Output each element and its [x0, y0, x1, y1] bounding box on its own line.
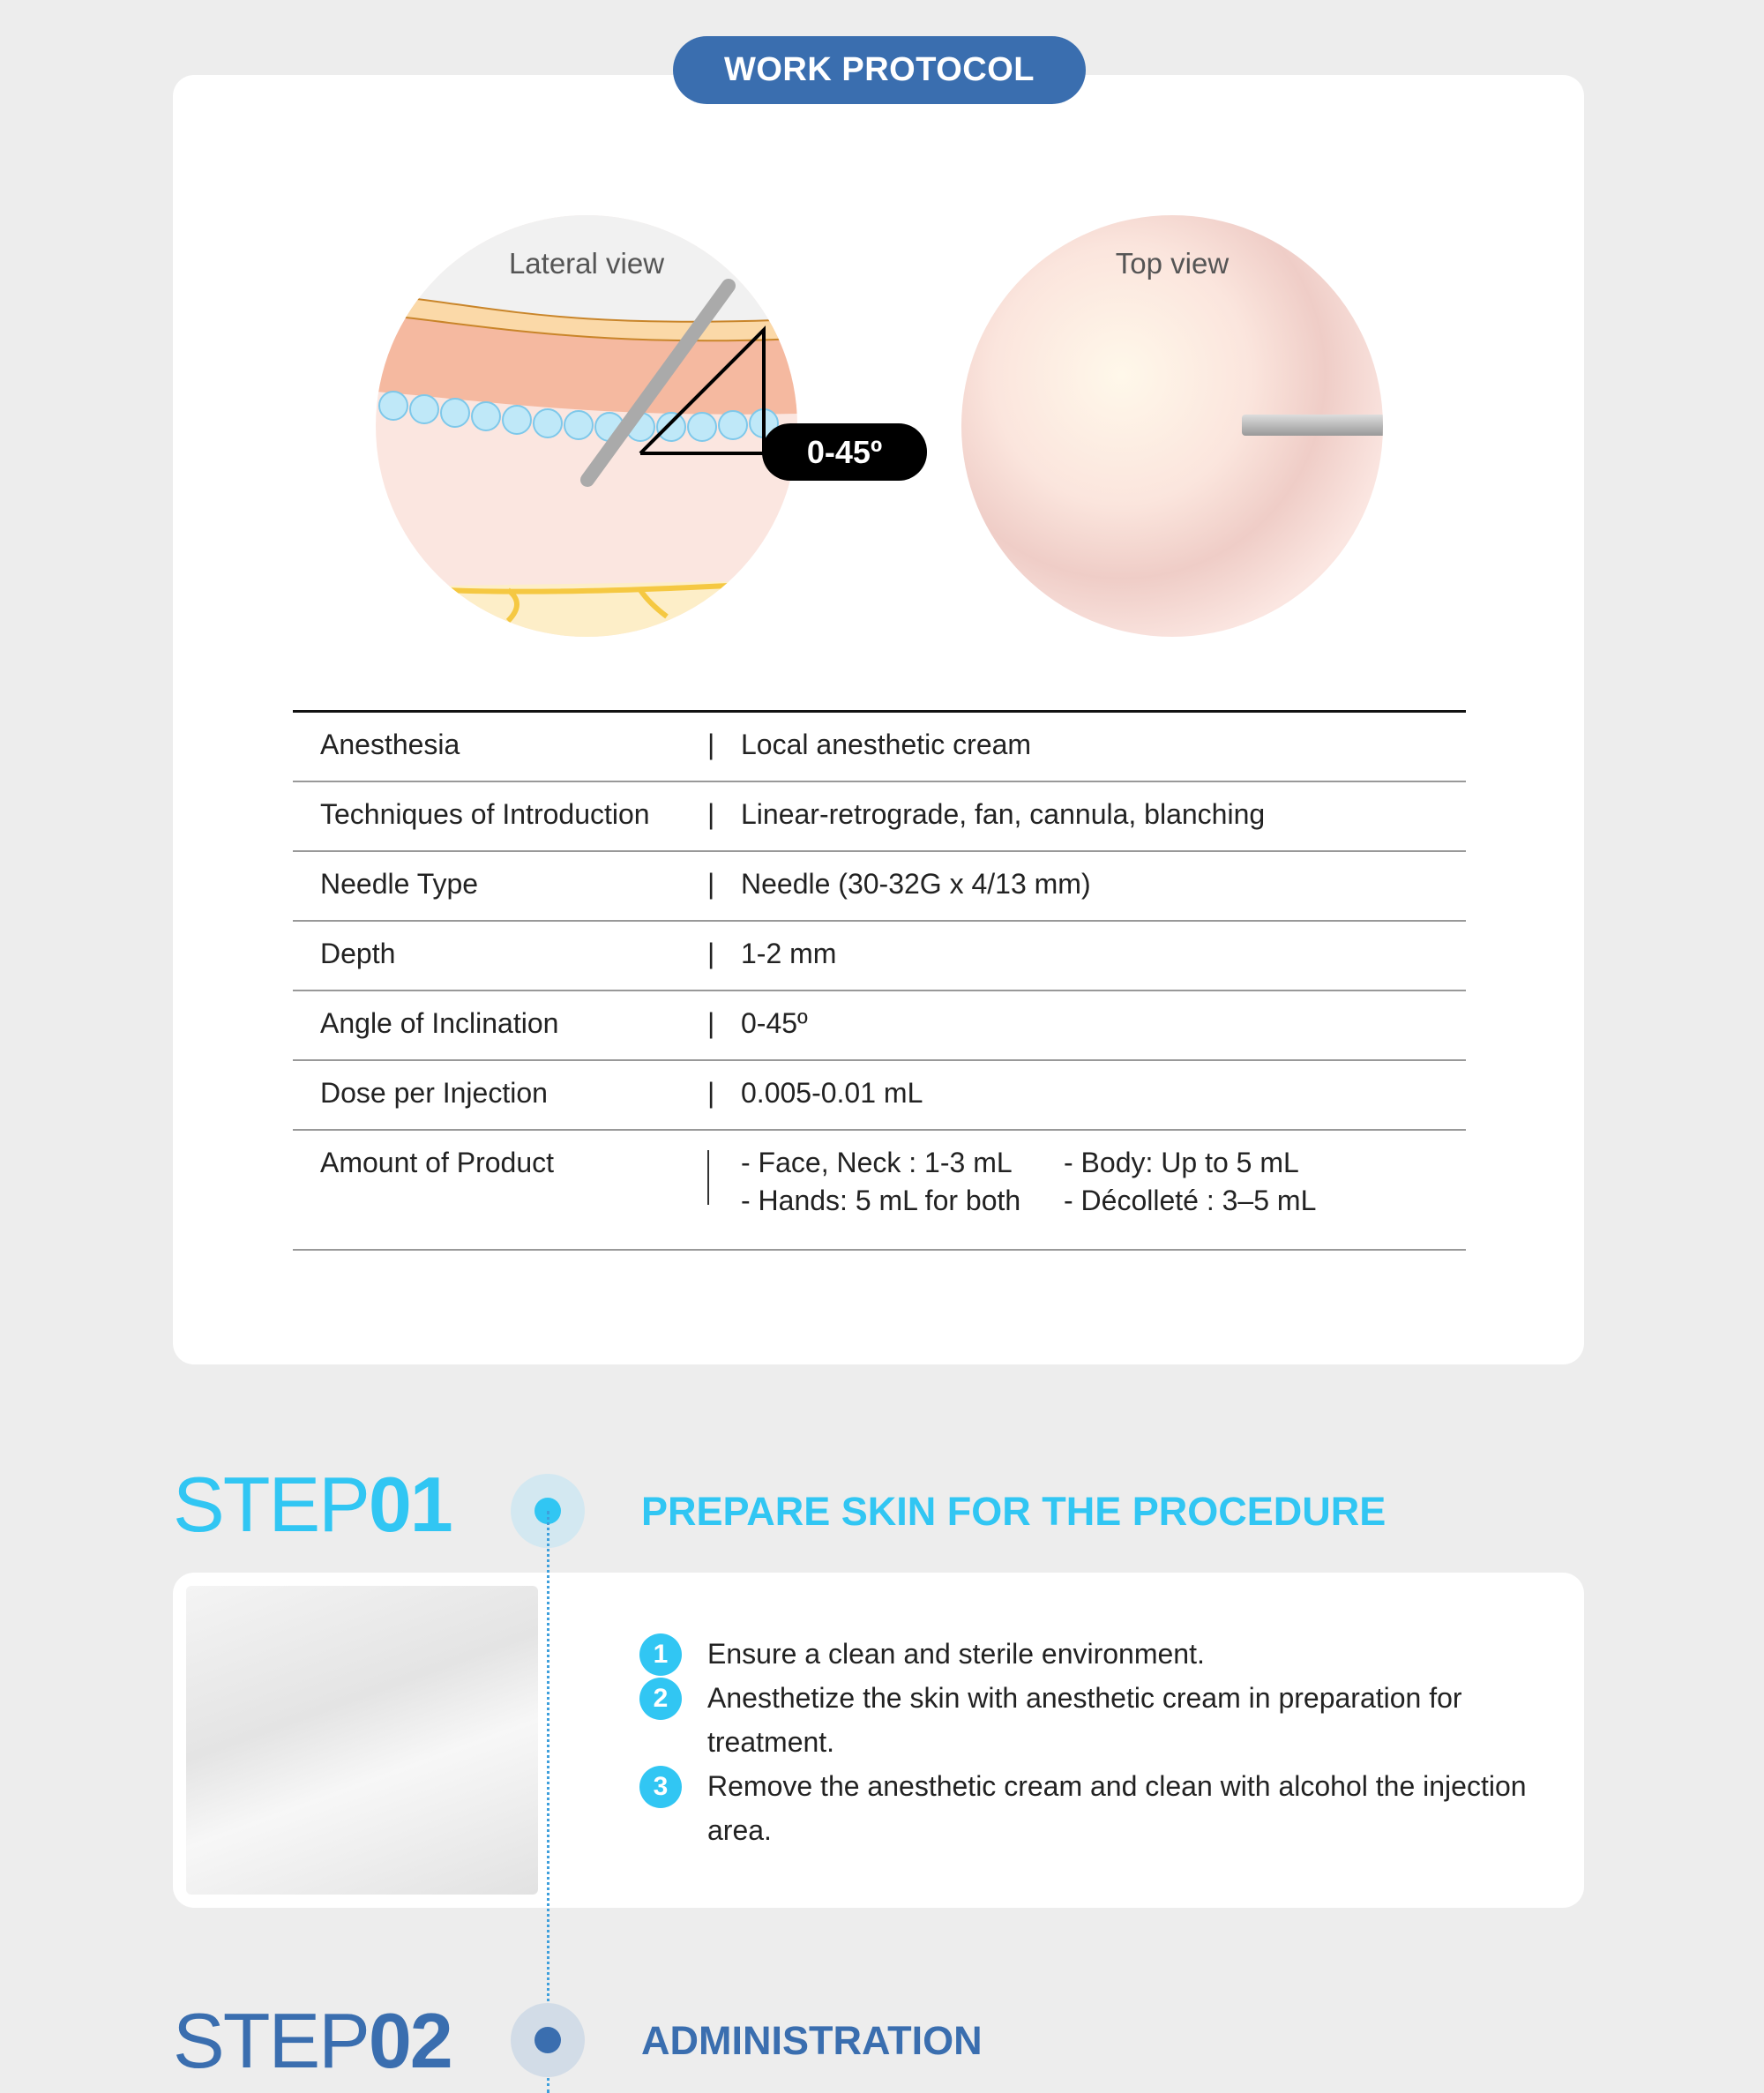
row-separator: | — [707, 781, 741, 851]
row-value: Local anesthetic cream — [741, 712, 1466, 781]
needle-icon — [1242, 415, 1383, 436]
row-key: Techniques of Introduction — [293, 781, 707, 851]
top-view-label: Top view — [1115, 247, 1230, 280]
lateral-view-illustration — [376, 215, 797, 637]
top-view-illustration — [961, 215, 1383, 637]
step-02-title: ADMINISTRATION — [641, 2018, 983, 2063]
amount-item: - Décolleté : 3–5 mL — [1064, 1184, 1317, 1216]
step-02-label: STEP02 — [173, 1997, 452, 2084]
row-value: Linear-retrograde, fan, cannula, blanching — [741, 781, 1466, 851]
table-row — [293, 990, 1466, 1060]
row-key: Amount of Product — [293, 1130, 707, 1250]
lateral-view-label: Lateral view — [508, 247, 665, 280]
row-separator: | — [707, 712, 741, 781]
row-value — [741, 1130, 1466, 1250]
cream-image — [186, 1586, 538, 1895]
row-value: 1-2 mm — [741, 921, 1466, 990]
protocol-table — [293, 710, 1466, 1251]
table-row-amount — [293, 1130, 1466, 1250]
row-separator: | — [707, 921, 741, 990]
row-key: Angle of Inclination — [293, 990, 707, 1060]
list-item: 3 Remove the anesthetic cream and clean with alcohol the injection area. — [639, 1764, 1557, 1852]
table-row — [293, 712, 1466, 781]
row-key: Depth — [293, 921, 707, 990]
row-separator: | — [707, 851, 741, 921]
row-separator — [707, 1130, 741, 1250]
row-value: 0-45º — [741, 990, 1466, 1060]
step-01-list — [639, 1632, 1557, 1852]
step-01-title: PREPARE SKIN FOR THE PROCEDURE — [641, 1489, 1387, 1534]
amount-item: - Face, Neck : 1-3 mL — [741, 1146, 1013, 1178]
table-row — [293, 851, 1466, 921]
table-row — [293, 921, 1466, 990]
list-item: 1 Ensure a clean and sterile environment. — [639, 1632, 1557, 1676]
step-02-marker — [511, 2003, 585, 2077]
row-value: Needle (30-32G x 4/13 mm) — [741, 851, 1466, 921]
row-separator: | — [707, 990, 741, 1060]
amount-item: - Body: Up to 5 mL — [1064, 1146, 1299, 1178]
row-key: Needle Type — [293, 851, 707, 921]
row-separator: | — [707, 1060, 741, 1130]
table-row — [293, 781, 1466, 851]
step-01-label: STEP01 — [173, 1461, 452, 1548]
list-item: 2 Anesthetize the skin with anesthetic cream in preparation for treatment. — [639, 1676, 1557, 1764]
work-protocol-badge: WORK PROTOCOL — [673, 36, 1086, 104]
angle-pill: 0-45º — [762, 423, 927, 481]
row-value: 0.005-0.01 mL — [741, 1060, 1466, 1130]
table-row — [293, 1060, 1466, 1130]
row-key: Dose per Injection — [293, 1060, 707, 1130]
amount-item: - Hands: 5 mL for both — [741, 1184, 1021, 1216]
row-key: Anesthesia — [293, 712, 707, 781]
